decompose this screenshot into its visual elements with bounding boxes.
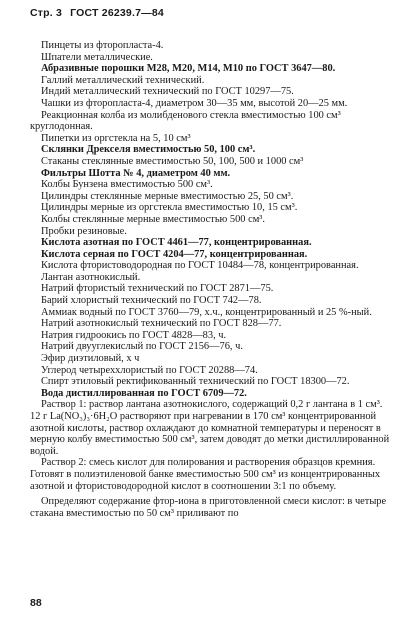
text-paragraph: Цилиндры стеклянные мерные вместимостью 25, 50 см³. — [41, 190, 294, 202]
text-paragraph: Абразивные порошки М28, М20, М14, М10 по ГОСТ 3647—80. — [41, 63, 336, 75]
text-paragraph: Реакционная колба из молибденового стекла вместимостью 100 см³ круглодонная. — [30, 109, 341, 133]
page-label: Стр. 3 — [30, 7, 63, 19]
text-paragraph: Пинцеты из фторопласта-4. — [41, 40, 164, 51]
text-paragraph: Натрий двууглекислый по ГОСТ 2156—76, ч. — [41, 341, 243, 353]
page-header — [30, 7, 169, 19]
page-number: 88 — [30, 597, 42, 609]
text-paragraph: Натрий фтористый технический по ГОСТ 2871—75. — [41, 283, 274, 295]
text-paragraph: Шпатели металлические. — [41, 51, 153, 63]
text-paragraph: Колбы Бунзена вместимостью 500 см³. — [41, 179, 213, 191]
text-paragraph: Кислота фтористоводородная по ГОСТ 10484—78, концентрированная. — [41, 260, 359, 272]
text-paragraph: Определяют содержание фтор-иона в приготовленной смеси кислот: в четыре стакана вместимостью по 50 см³ приливают по — [30, 496, 387, 519]
text-paragraph: Стаканы стеклянные вместимостью 50, 100, 500 и 1000 см³ — [41, 155, 304, 167]
standard-designation: ГОСТ 26239.7—84 — [70, 7, 164, 19]
text-paragraph: Спирт этиловый ректификованный технический по ГОСТ 18300—72. — [41, 376, 350, 388]
document-body — [30, 40, 392, 519]
text-paragraph: Кислота серная по ГОСТ 4204—77, концентрированная. — [41, 248, 308, 260]
text-paragraph: Галлий металлический технический. — [41, 74, 205, 86]
text-paragraph: Раствор 1: раствор лантана азотнокислого, содержащий 0,2 г лантана в 1 см³. 12 г La(NO₃)₃·6H₂O растворяют при нагревании в 170 см³ концентрированной азотной кислоты, раствор охлаждают до комнатной температуры и переносят в мерную колбу вместимостью 500 см³, затем доводят до метки дистиллированной водой. — [30, 399, 390, 457]
text-paragraph: Раствор 2: смесь кислот для полирования и растворения образцов кремния. Готовят в полиэтиленовой банке вместимостью 500 см³ из концентрированных азотной и фтористоводородной кислот в соотношении 3:1 по объему. — [30, 457, 381, 492]
text-paragraph: Барий хлористый технический по ГОСТ 742—78. — [41, 295, 262, 307]
text-paragraph: Аммиак водный по ГОСТ 3760—79, х.ч., концентрированный и 25 %-ный. — [41, 306, 372, 318]
text-paragraph: Натрия гидроокись по ГОСТ 4828—83, ч. — [41, 329, 227, 341]
text-paragraph: Натрий азотнокислый технический по ГОСТ 828—77. — [41, 318, 282, 330]
text-paragraph: Фильтры Шотта № 4, диаметром 40 мм. — [41, 167, 231, 179]
text-paragraph: Кислота азотная по ГОСТ 4461—77, концентрированная. — [41, 237, 312, 249]
text-paragraph: Пипетки из оргстекла на 5, 10 см³ — [41, 132, 191, 144]
text-paragraph: Лантан азотнокислый. — [41, 271, 141, 283]
text-paragraph: Пробки резиновые. — [41, 225, 127, 237]
text-paragraph: Индий металлический технический по ГОСТ 10297—75. — [41, 86, 294, 98]
text-paragraph: Колбы стеклянные мерные вместимостью 500 см³. — [41, 213, 265, 225]
text-paragraph: Цилиндры мерные из оргстекла вместимостью 10, 15 см³. — [41, 202, 298, 214]
text-paragraph: Углерод четыреххлористый по ГОСТ 20288—74. — [41, 364, 258, 376]
text-paragraph: Склянки Дрекселя вместимостью 50, 100 см³. — [41, 144, 256, 156]
text-paragraph: Чашки из фторопласта-4, диаметром 30—35 мм, высотой 20—25 мм. — [41, 97, 348, 109]
text-paragraph: Эфир диэтиловый, х ч — [41, 353, 140, 365]
text-paragraph: Вода дистиллированная по ГОСТ 6709—72. — [41, 387, 247, 399]
